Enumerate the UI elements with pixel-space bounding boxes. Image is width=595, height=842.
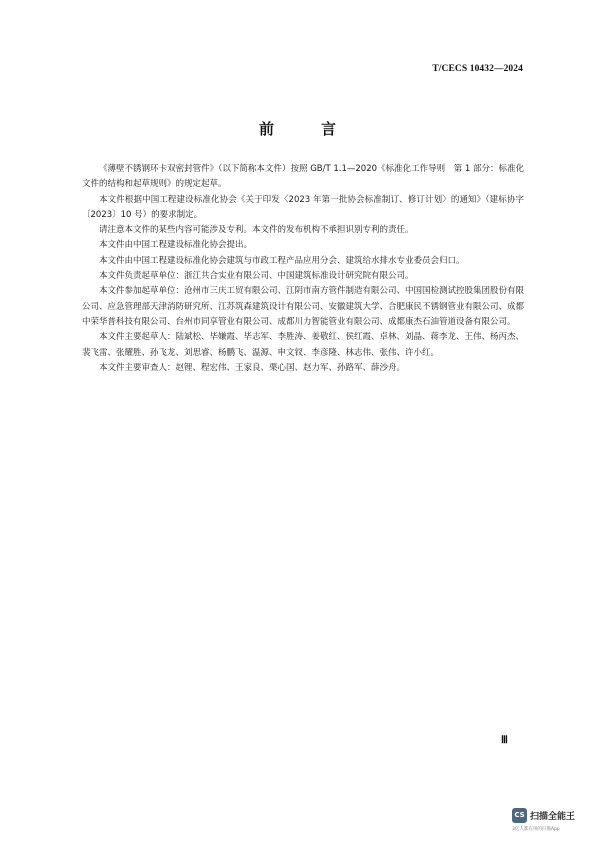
paragraph-proposer: 本文件由中国工程建设标准化协会提出。 xyxy=(99,240,253,251)
paragraph-main-reviewers: 本文件主要审查人：赵锂、程宏伟、王家良、栗心国、赵力军、孙路军、薛沙舟。 xyxy=(99,362,406,373)
body-text xyxy=(82,162,524,376)
scanner-slogan: 3亿人都在用的扫描App xyxy=(512,827,560,832)
camscanner-logo-icon: CS xyxy=(512,808,527,823)
paragraph-main-authors: 本文件主要起草人：陆斌松、毕嫌霞、毕志军、李胜涛、姜敬红、侯红霞、卓林、刘晶、蒋李龙、王伟、杨丙杰、裴飞雷、张耀胜、孙飞龙、刘思睿、杨鹏飞、温源、申文钗、李彦隆、林志伟、张伟、许小红。 xyxy=(82,332,525,358)
scanner-app-name: 扫描全能王 xyxy=(530,812,576,822)
paragraph-administrator: 本文件由中国工程建设标准化协会建筑与市政工程产品应用分会、建筑给水排水专业委员会归口。 xyxy=(99,255,465,266)
paragraph-lead-drafters: 本文件负责起草单位：浙江共合实业有限公司、中国建筑标准设计研究院有限公司。 xyxy=(99,271,414,282)
paragraph-basis: 本文件根据中国工程建设标准化协会《关于印发〈2023 年第一批协会标准制订、修订计划〉的通知》（建标协字〔2023〕10 号）的要求制定。 xyxy=(82,194,524,220)
page-number: Ⅲ xyxy=(501,735,508,746)
document-code: T/CECS 10432—2024 xyxy=(432,64,523,74)
scanner-watermark xyxy=(512,807,592,837)
paragraph-participating-drafters: 本文件参加起草单位：沧州市三庆工贸有限公司、江阴市南方管件制造有限公司、中国国检测试控股集团股份有限公司、应急管理部天津消防研究所、江苏筑森建筑设计有限公司、安徽建筑大学、合肥康民不锈钢管业有限公司、成都中荣华普科技有限公司、台州市同享管业有限公司、成都川力智能管业有限公司、成都康杰石油管道设备有限公司。 xyxy=(82,286,525,327)
page-title: 前 言 xyxy=(258,120,352,138)
paragraph-patent-notice: 请注意本文件的某些内容可能涉及专利。本文件的发布机构不承担识别专利的责任。 xyxy=(99,225,414,236)
paragraph-drafting-rules: 《薄壁不锈钢环卡双密封管件》（以下简称本文件）按照 GB/T 1.1—2020《标准化工作导则 第 1 部分：标准化文件的结构和起草规则》的规定起草。 xyxy=(82,164,524,190)
